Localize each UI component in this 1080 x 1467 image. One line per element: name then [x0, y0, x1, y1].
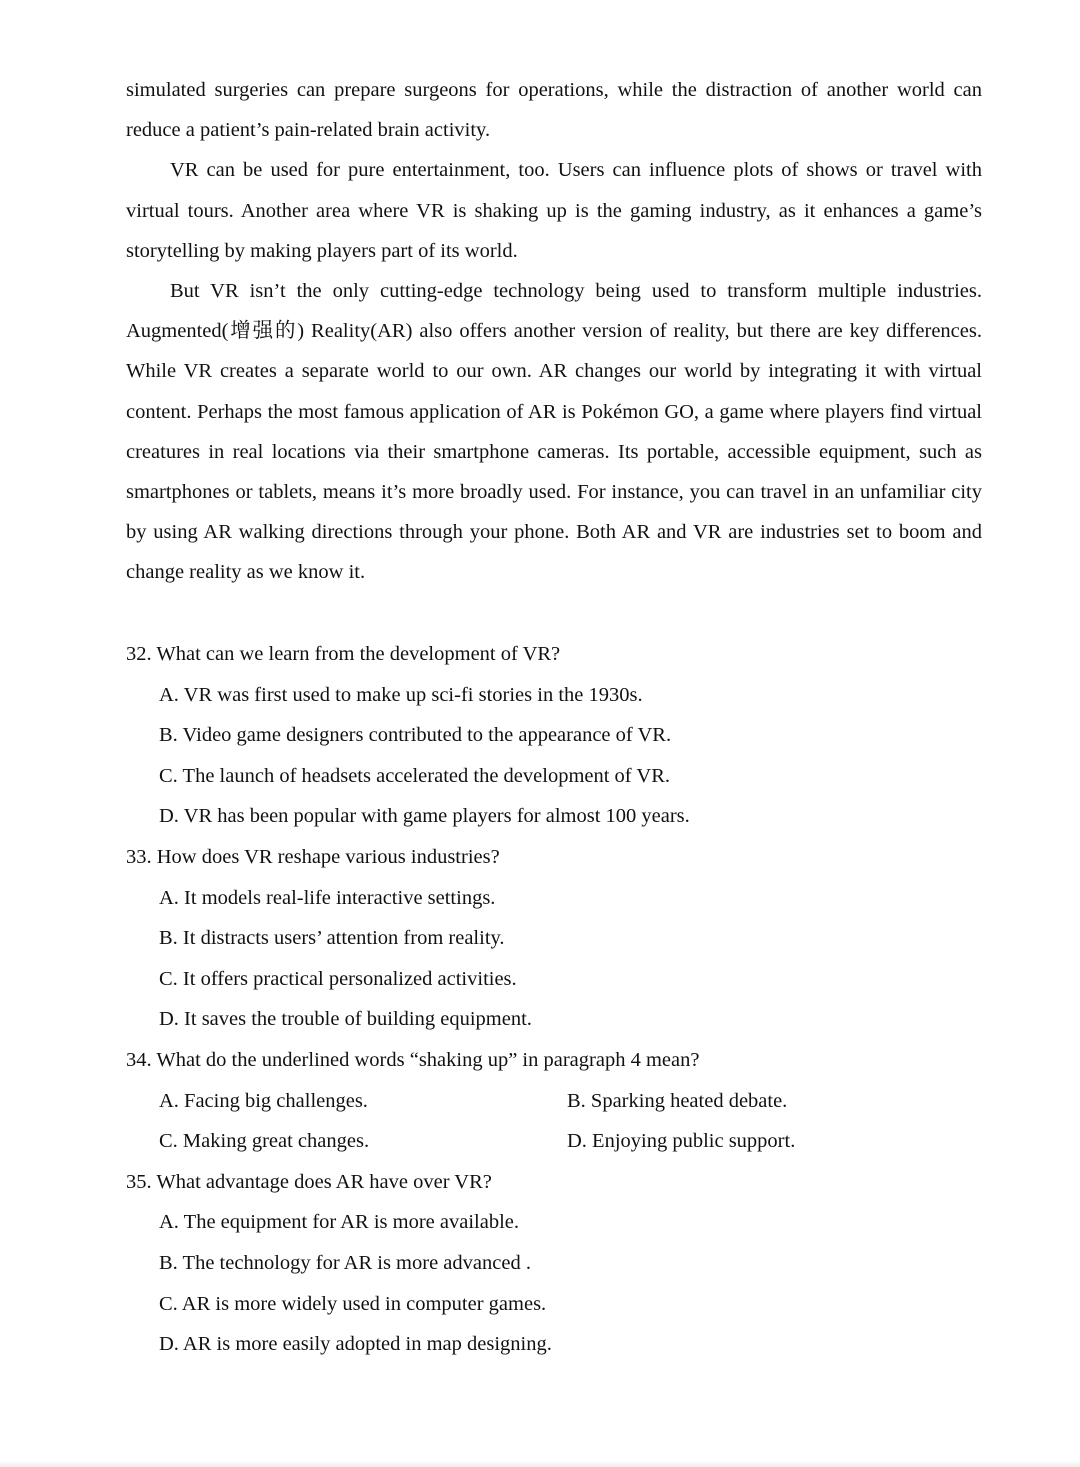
option-d: D. VR has been popular with game players for almost 100 years.: [159, 805, 690, 828]
option-a: A. The equipment for AR is more available.: [159, 1211, 519, 1234]
option-row-cd: [126, 1121, 982, 1162]
option-b: B. The technology for AR is more advanced .: [159, 1251, 531, 1274]
question-stem: 32. What can we learn from the development of VR?: [126, 643, 561, 665]
question-34: [126, 1040, 982, 1162]
option-d: D. It saves the trouble of building equipment.: [159, 1008, 532, 1031]
option-d: D. Enjoying public support.: [567, 1130, 796, 1153]
passage-paragraph-continued: simulated surgeries can prepare surgeons for operations, while the distraction of another world can reduce a patient’s pain-related brain activity.: [126, 79, 982, 142]
question-stem: 33. How does VR reshape various industries?: [126, 845, 500, 868]
option-a: A. VR was first used to make up sci-fi stories in the 1930s.: [159, 683, 643, 706]
passage-paragraph-ar: But VR isn’t the only cutting-edge technology being used to transform multiple industries. Augmented(增强的) Reality(AR) also offers another version of reality, but there are key differences. While VR creates a separate world to our own. AR changes our world by integrating it with virtual content. Perhaps the most famous application of AR is Pokémon GO, a game where players find virtual creatures in real locations via their smartphone cameras. Its portable, accessible equipment, such as smartphones or tablets, means it’s more broadly used. For instance, you can travel in an unfamiliar city by using AR walking directions through your phone. Both AR and VR are industries set to boom and change reality as we know it.: [126, 280, 982, 584]
question-35: [126, 1162, 982, 1365]
option-b: B. Sparking heated debate.: [567, 1089, 788, 1112]
question-stem: 35. What advantage does AR have over VR?: [126, 1170, 492, 1193]
option-c: C. AR is more widely used in computer games.: [159, 1292, 547, 1315]
option-c: C. It offers practical personalized activities.: [159, 967, 517, 990]
option-a: A. Facing big challenges.: [159, 1089, 368, 1112]
option-c: C. Making great changes.: [159, 1130, 370, 1153]
option-a: A. It models real-life interactive settings.: [159, 886, 496, 909]
option-d: D. AR is more easily adopted in map designing.: [159, 1333, 552, 1356]
question-33: [126, 837, 982, 1040]
question-32: [126, 634, 982, 837]
option-row-ab: [126, 1081, 982, 1122]
passage-paragraph-entertainment: VR can be used for pure entertainment, too. Users can influence plots of shows or travel with virtual tours. Another area where VR is shaking up is the gaming industry, as it enhances a game’s storytelling by making players part of its world.: [126, 159, 982, 262]
question-stem: 34. What do the underlined words “shaking up” in paragraph 4 mean?: [126, 1048, 700, 1071]
option-b: B. It distracts users’ attention from reality.: [159, 927, 505, 950]
reading-passage: [126, 70, 982, 593]
question-list: [126, 634, 982, 1365]
scan-edge-shadow: [0, 1461, 1080, 1467]
option-b: B. Video game designers contributed to the appearance of VR.: [159, 724, 672, 747]
option-c: C. The launch of headsets accelerated the development of VR.: [159, 764, 670, 787]
